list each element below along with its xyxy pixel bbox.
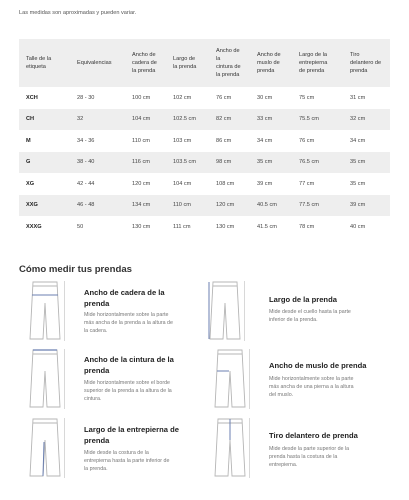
table-cell: 116 cm xyxy=(125,152,166,174)
table-cell: 78 cm xyxy=(299,223,315,230)
table-row xyxy=(19,130,390,152)
table-cell: 120 cm xyxy=(209,195,250,217)
table-cell: 32 xyxy=(70,109,125,131)
table-cell: 42 - 44 xyxy=(77,180,95,187)
table-cell: 35 cm xyxy=(350,180,366,187)
table-cell: 32 cm xyxy=(343,109,390,131)
table-cell: 102.5 cm xyxy=(166,109,209,131)
table-cell: 41.5 cm xyxy=(257,223,277,230)
pants-thigh-width-icon xyxy=(212,349,250,409)
table-cell: 100 cm xyxy=(132,94,151,101)
item-desc-inseam: Mide desde la costura de la entrepierna hasta la parte inferior de la prenda. xyxy=(84,450,170,472)
item-desc-hip-width: Mide horizontalmente sobre la parte más ancha de la prenda a la altura de la cadera. xyxy=(84,312,173,334)
table-cell: 103 cm xyxy=(173,137,192,144)
table-cell: 108 cm xyxy=(216,180,235,187)
table-cell: 130 cm xyxy=(132,223,151,230)
table-cell: 30 cm xyxy=(257,94,273,101)
table-cell: 39 cm xyxy=(343,195,390,217)
column-header: Equivalencias xyxy=(70,39,125,87)
column-header: Largo de la prenda xyxy=(166,39,209,87)
size-label-cell: XCH xyxy=(26,94,38,101)
table-cell: 103.5 cm xyxy=(166,152,209,174)
table-cell: 76.5 cm xyxy=(292,152,343,174)
table-cell: 120 cm xyxy=(132,180,151,187)
table-row xyxy=(19,216,390,238)
table-body xyxy=(19,87,390,238)
table-cell: 34 - 36 xyxy=(77,137,95,144)
table-cell: 98 cm xyxy=(209,152,250,174)
item-title-inseam: Largo de la entrepierna de prenda xyxy=(84,425,179,445)
column-header: Tiro delantero de prenda xyxy=(343,39,390,87)
item-title-waist-width: Ancho de la cintura de la prenda xyxy=(84,355,174,375)
item-desc-thigh-width: Mide horizontalmente sobre la parte más ancha de una pierna a la altura del muslo. xyxy=(269,376,354,398)
item-title-front-rise: Tiro delantero de prenda xyxy=(269,431,358,440)
item-desc-front-rise: Mide desde la parte superior de la prenda hasta la costura de la entrepierna. xyxy=(269,446,350,468)
table-cell: 110 cm xyxy=(132,137,150,144)
table-cell: 38 - 40 xyxy=(70,152,125,174)
item-title-length: Largo de la prenda xyxy=(269,295,337,304)
table-cell: 86 cm xyxy=(216,137,232,144)
table-row xyxy=(19,173,390,195)
table-cell: 35 cm xyxy=(250,152,292,174)
table-cell: 40 cm xyxy=(350,223,366,230)
item-desc-length: Mide desde el cuello hasta la parte inferior de la prenda. xyxy=(269,309,351,323)
table-cell: 82 cm xyxy=(209,109,250,131)
table-cell: 34 cm xyxy=(350,137,366,144)
column-header: Talle de la etiqueta xyxy=(19,39,70,87)
table-cell: 35 cm xyxy=(343,152,390,174)
size-label-cell: XXXG xyxy=(26,223,42,230)
size-label-cell: G xyxy=(19,152,70,174)
table-header-row xyxy=(19,39,390,87)
pants-inseam-icon xyxy=(27,418,65,478)
table-cell: 33 cm xyxy=(250,109,292,131)
table-cell: 77 cm xyxy=(299,180,315,187)
table-cell: 104 cm xyxy=(125,109,166,131)
table-cell: 39 cm xyxy=(257,180,273,187)
how-to-measure-title: Cómo medir tus prendas xyxy=(19,264,133,275)
table-cell: 76 cm xyxy=(216,94,232,101)
table-cell: 34 cm xyxy=(257,137,273,144)
table-cell: 130 cm xyxy=(216,223,235,230)
size-label-cell: CH xyxy=(19,109,70,131)
table-cell: 28 - 30 xyxy=(77,94,95,101)
table-cell: 50 xyxy=(77,223,84,230)
table-row xyxy=(19,152,390,174)
size-label-cell: XG xyxy=(26,180,35,187)
table-row xyxy=(19,195,390,217)
table-row xyxy=(19,87,390,109)
item-title-thigh-width: Ancho de muslo de prenda xyxy=(269,361,367,370)
column-header: Ancho de cadera de la prenda xyxy=(125,39,166,87)
table-cell: 134 cm xyxy=(125,195,166,217)
table-cell: 76 cm xyxy=(299,137,315,144)
pants-hip-width-icon xyxy=(27,281,65,341)
disclaimer-note: Las medidas son aproximadas y pueden variar. xyxy=(19,10,137,16)
table-cell: 46 - 48 xyxy=(70,195,125,217)
column-header: Largo de la entrepierna de prenda xyxy=(292,39,343,87)
table-row xyxy=(19,109,390,131)
pants-waist-width-icon xyxy=(27,349,65,409)
pants-length-icon xyxy=(207,281,245,341)
column-header: Ancho de muslo de prenda xyxy=(250,39,292,87)
size-label-cell: M xyxy=(26,137,31,144)
table-cell: 75 cm xyxy=(299,94,315,101)
table-cell: 102 cm xyxy=(173,94,192,101)
table-cell: 40.5 cm xyxy=(250,195,292,217)
column-header: Ancho de la cintura de la prenda xyxy=(209,39,250,87)
pants-front-rise-icon xyxy=(212,418,250,478)
table-cell: 77.5 cm xyxy=(292,195,343,217)
item-title-hip-width: Ancho de cadera de la prenda xyxy=(84,288,165,308)
size-label-cell: XXG xyxy=(19,195,70,217)
table-cell: 111 cm xyxy=(173,223,191,230)
size-chart-table xyxy=(19,39,390,238)
table-cell: 31 cm xyxy=(350,94,366,101)
table-cell: 104 cm xyxy=(173,180,192,187)
table-cell: 75.5 cm xyxy=(292,109,343,131)
table-cell: 110 cm xyxy=(166,195,209,217)
item-desc-waist-width: Mide horizontalmente sobre el borde superior de la prenda a la altura de la cintura. xyxy=(84,380,172,402)
